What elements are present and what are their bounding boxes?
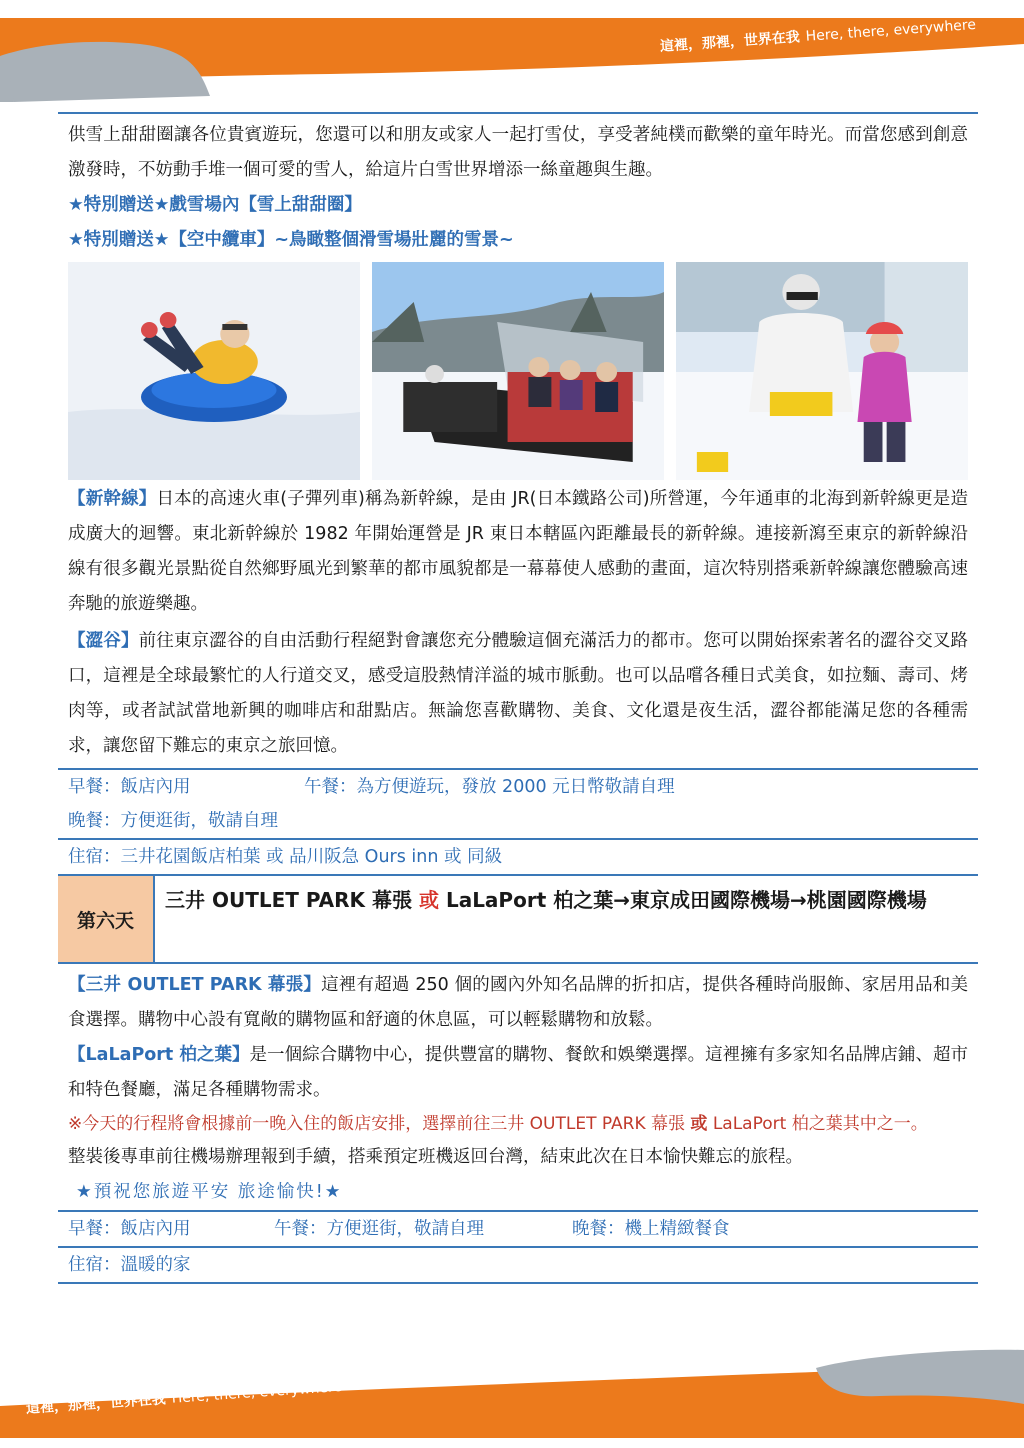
day5-meals-row bbox=[58, 770, 978, 804]
day6-title-part2: LaLaPort 柏之葉→東京成田國際機場→桃園國際機場 bbox=[438, 888, 927, 912]
header-slogan-en: Here, there, everywhere bbox=[805, 16, 977, 45]
day6-hotel: 住宿：溫暖的家 bbox=[68, 1255, 191, 1275]
return-paragraph: 整裝後專車前往機場辦理報到手續，搭乘預定班機返回台灣，結束此次在日本愉快難忘的旅程。 bbox=[68, 1147, 803, 1167]
day6-dinner: 晚餐：機上精緻餐食 bbox=[572, 1219, 730, 1239]
day6-meals-row bbox=[58, 1212, 978, 1246]
day6-breakfast: 早餐：飯店內用 bbox=[68, 1219, 191, 1239]
photo-snow-tubing bbox=[68, 262, 360, 480]
shibuya-paragraph bbox=[58, 622, 978, 764]
itinerary-content bbox=[58, 112, 978, 1284]
footer-slogan-en: Here, there, everywhere bbox=[171, 1378, 343, 1407]
day5-hotel-row bbox=[58, 840, 978, 874]
header-slogan-cn: 這裡，那裡，世界在我 bbox=[659, 29, 801, 55]
intro-paragraph: 供雪上甜甜圈讓各位貴賓遊玩，您還可以和朋友或家人一起打雪仗，享受著純樸而歡樂的童年時光。而當您感到創意激發時，不妨動手堆一個可愛的雪人，給這片白雪世界增添一絲童趣與生趣。 bbox=[68, 125, 968, 180]
day5-dinner: 晚餐：方便逛街，敬請自理 bbox=[68, 811, 278, 831]
day6-title-or: 或 bbox=[418, 888, 439, 912]
day6-note-part1: ※今天的行程將會根據前一晚入住的飯店安排，選擇前往三井 OUTLET PARK 幕張 bbox=[68, 1114, 691, 1134]
day6-title-part1: 三井 OUTLET PARK 幕張 bbox=[165, 888, 419, 912]
day5-hotel: 住宿：三井花園飯店柏葉 或 品川阪急 Ours inn 或 同級 bbox=[68, 847, 503, 867]
shinkansen-title: 【新幹線】 bbox=[68, 489, 157, 509]
day6-header bbox=[58, 876, 978, 964]
mitsui-text: 這裡有超過 250 個的國內外知名品牌的折扣店，提供各種時尚服飾、家居用品和美食選擇。購物中心設有寬敞的購物區和舒適的休息區，可以輕鬆購物和放鬆。 bbox=[68, 975, 968, 1030]
day6-note-part2: LaLaPort 柏之葉其中之一。 bbox=[707, 1114, 928, 1134]
divider bbox=[58, 1282, 978, 1284]
lalaport-title: 【LaLaPort 柏之葉】 bbox=[68, 1045, 250, 1065]
header-banner bbox=[0, 0, 1024, 110]
lalaport-paragraph bbox=[58, 1038, 978, 1108]
photo-strip bbox=[58, 258, 978, 482]
shinkansen-text: 日本的高速火車(子彈列車)稱為新幹線，是由 JR(日本鐵路公司)所營運，今年通車的北海到新幹線更是造成廣大的迴響。東北新幹線於 1982 年開始運營是 JR 東日本轄區內距離最長的新幹線。連接新瀉至東京的新幹線沿線有很多觀光景點從自然鄉野風光到繁華的都市風貌都是一幕幕使人感動的畫面，這次特別搭乘新幹線讓您體驗高速奔馳的旅遊樂趣。 bbox=[68, 489, 968, 614]
day6-title bbox=[155, 876, 978, 962]
closing-wish: ★預祝您旅遊平安 旅途愉快!★ bbox=[76, 1182, 343, 1202]
day5-lunch: 午餐：為方便遊玩，發放 2000 元日幣敬請自理 bbox=[304, 777, 675, 797]
day6-hotel-row bbox=[58, 1248, 978, 1282]
shibuya-text: 前往東京澀谷的自由活動行程絕對會讓您充分體驗這個充滿活力的都市。您可以開始探索著名的澀谷交叉路口，這裡是全球最繁忙的人行道交叉，感受這股熱情洋溢的城市脈動。也可以品嚐各種日式美食，如拉麵、壽司、烤肉等，或者試試當地新興的咖啡店和甜點店。無論您喜歡購物、美食、文化還是夜生活，澀谷都能滿足您的各種需求，讓您留下難忘的東京之旅回憶。 bbox=[68, 631, 969, 756]
mitsui-title: 【三井 OUTLET PARK 幕張】 bbox=[68, 975, 322, 995]
gift-snow-donut: ★特別贈送★戲雪場內【雪上甜甜圈】 bbox=[68, 195, 362, 215]
footer-slogan-cn: 這裡，那裡，世界在我 bbox=[25, 1391, 167, 1417]
day6-label: 第六天 bbox=[58, 876, 155, 962]
shibuya-title: 【澀谷】 bbox=[68, 631, 139, 651]
photo-kids-snow-play bbox=[676, 262, 968, 480]
gift-gondola: ★特別贈送★【空中纜車】~鳥瞰整個滑雪場壯麗的雪景~ bbox=[68, 230, 514, 250]
day6-note-or: 或 bbox=[690, 1114, 708, 1134]
mitsui-paragraph bbox=[58, 964, 978, 1038]
day6-lunch: 午餐：方便逛街，敬請自理 bbox=[274, 1219, 484, 1239]
header-swoosh bbox=[0, 0, 1024, 110]
shinkansen-paragraph bbox=[58, 482, 978, 622]
day5-dinner-row bbox=[58, 804, 978, 838]
lalaport-text: 是一個綜合購物中心，提供豐富的購物、餐飲和娛樂選擇。這裡擁有多家知名品牌店鋪、超市和特色餐廳，滿足各種購物需求。 bbox=[68, 1045, 969, 1100]
day6-note bbox=[58, 1108, 978, 1140]
photo-snowmobile bbox=[372, 262, 664, 480]
day5-breakfast: 早餐：飯店內用 bbox=[68, 777, 191, 797]
